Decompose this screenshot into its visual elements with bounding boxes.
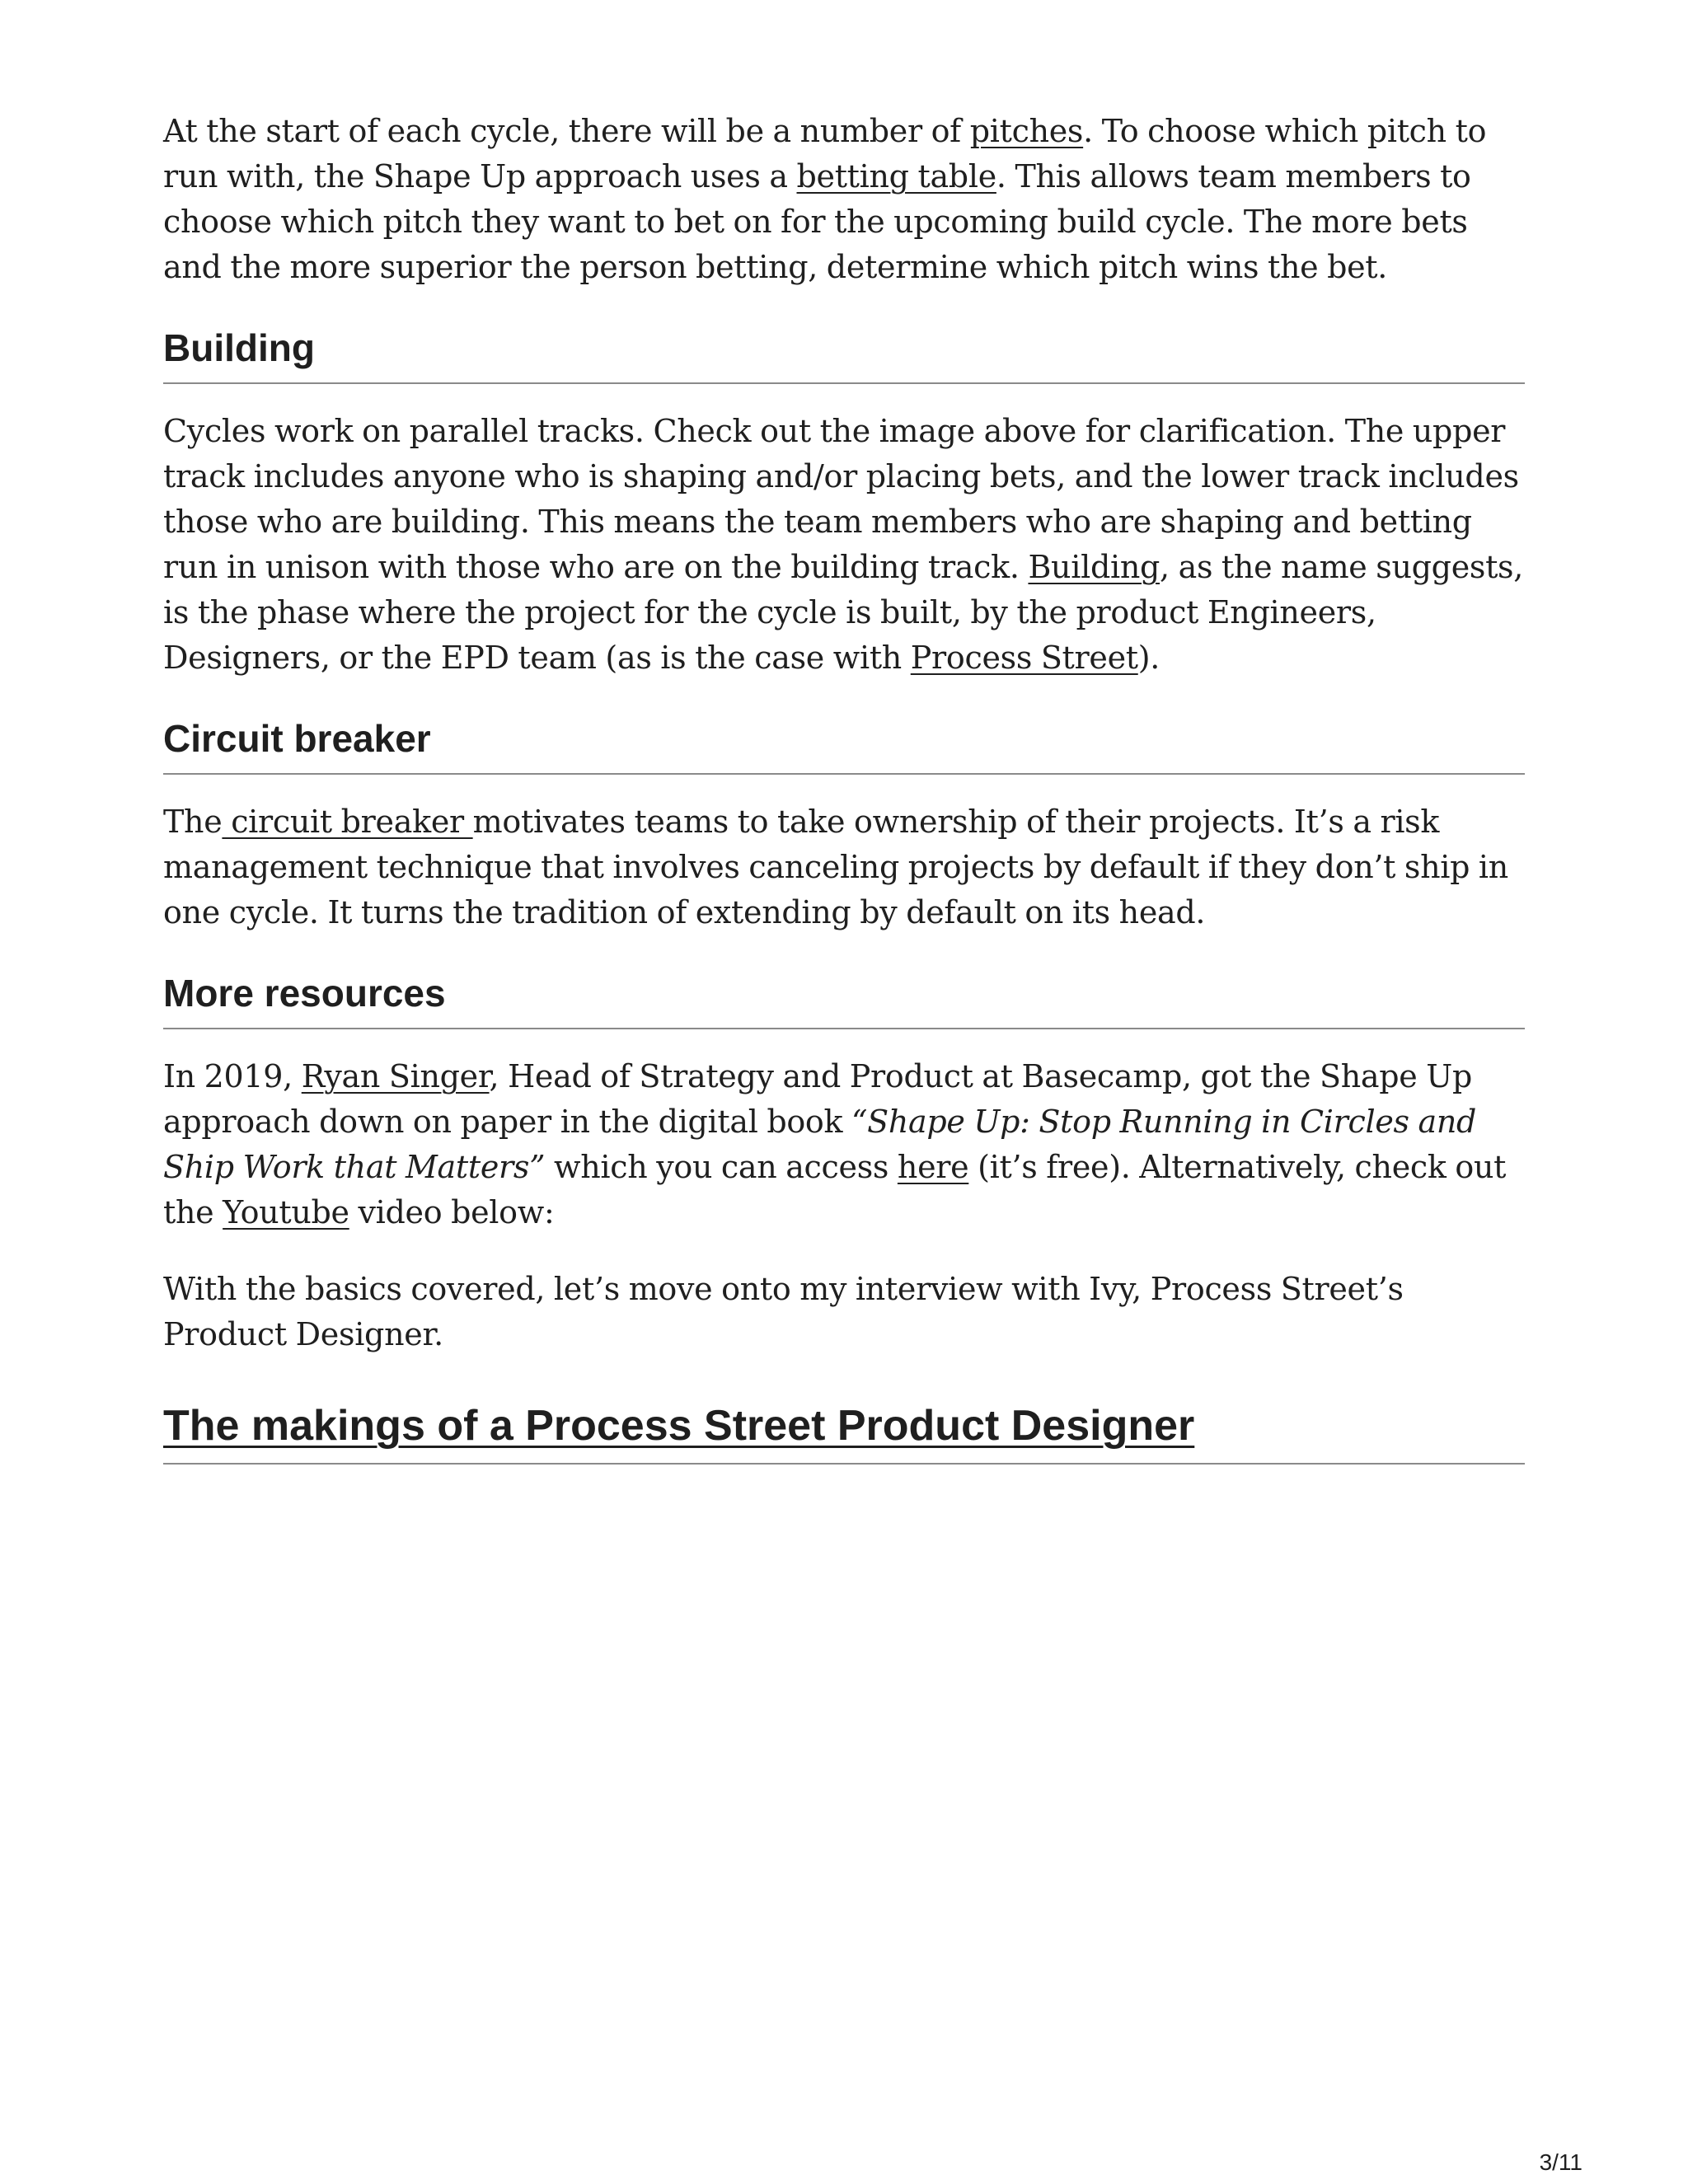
page-number: 3/11: [1539, 2149, 1582, 2175]
text-run: The: [163, 804, 223, 840]
intro-paragraph: [163, 109, 1525, 290]
building-heading: Building: [163, 325, 1525, 384]
text-run: , Head of Strategy and Product at Basecamp, got the Shape Up approach down on paper in the digital book: [163, 1058, 1473, 1140]
building-paragraph: [163, 409, 1525, 681]
text-run: At the start of each cycle, there will be a number of: [163, 113, 970, 149]
text-run: . This allows team members to choose which pitch they want to bet on for the upcoming build cycle. The more bets and the more superior the person betting, determine which pitch wins the bet.: [163, 158, 1471, 285]
section-heading: [163, 1400, 1525, 1465]
building-link[interactable]: Building: [1028, 549, 1160, 585]
text-run: . To choose which pitch to run with, the Shape Up approach uses a: [163, 113, 1487, 194]
article-content: [163, 109, 1525, 1465]
more-resources-heading: More resources: [163, 970, 1525, 1029]
more-resources-paragraph: [163, 1054, 1525, 1235]
text-run: , as the name suggests, is the phase where the project for the cycle is built, by the product Engineers, Designers, or the EPD team (as is the case with: [163, 549, 1524, 676]
text-run: which you can access: [545, 1149, 898, 1185]
betting-table-link[interactable]: betting table: [796, 158, 996, 194]
text-run: (it’s free). Alternatively, check out the: [163, 1149, 1507, 1230]
here-link[interactable]: here: [897, 1149, 969, 1185]
section-heading-link[interactable]: The makings of a Process Street Product Designer: [163, 1402, 1195, 1450]
youtube-link[interactable]: Youtube: [223, 1194, 349, 1230]
circuit-breaker-link[interactable]: circuit breaker: [222, 804, 473, 840]
interview-intro-paragraph: With the basics covered, let’s move onto my interview with Ivy, Process Street’s Product Designer.: [163, 1271, 1404, 1352]
circuit-breaker-heading: Circuit breaker: [163, 715, 1525, 775]
book-title: “Shape Up: Stop Running in Circles and Ship Work that Matters”: [163, 1104, 1477, 1185]
pitches-link[interactable]: pitches: [969, 113, 1084, 149]
process-street-link[interactable]: Process Street: [910, 640, 1138, 676]
circuit-breaker-paragraph: [163, 799, 1525, 935]
text-run: Cycles work on parallel tracks. Check out the image above for clarification. The upper track includes anyone who is shaping and/or placing bets, and the lower track includes those who are building. This means the team members who are shaping and betting run in unison with those who are on the building track.: [163, 413, 1519, 585]
text-run: ).: [1137, 640, 1160, 676]
text-run: In 2019,: [163, 1058, 302, 1094]
text-run: motivates teams to take ownership of their projects. It’s a risk management technique that involves canceling projects by default if they don’t ship in one cycle. It turns the tradition of extending by default on its head.: [163, 804, 1508, 930]
text-run: video below:: [349, 1194, 555, 1230]
ryan-singer-link[interactable]: Ryan Singer: [301, 1058, 490, 1094]
